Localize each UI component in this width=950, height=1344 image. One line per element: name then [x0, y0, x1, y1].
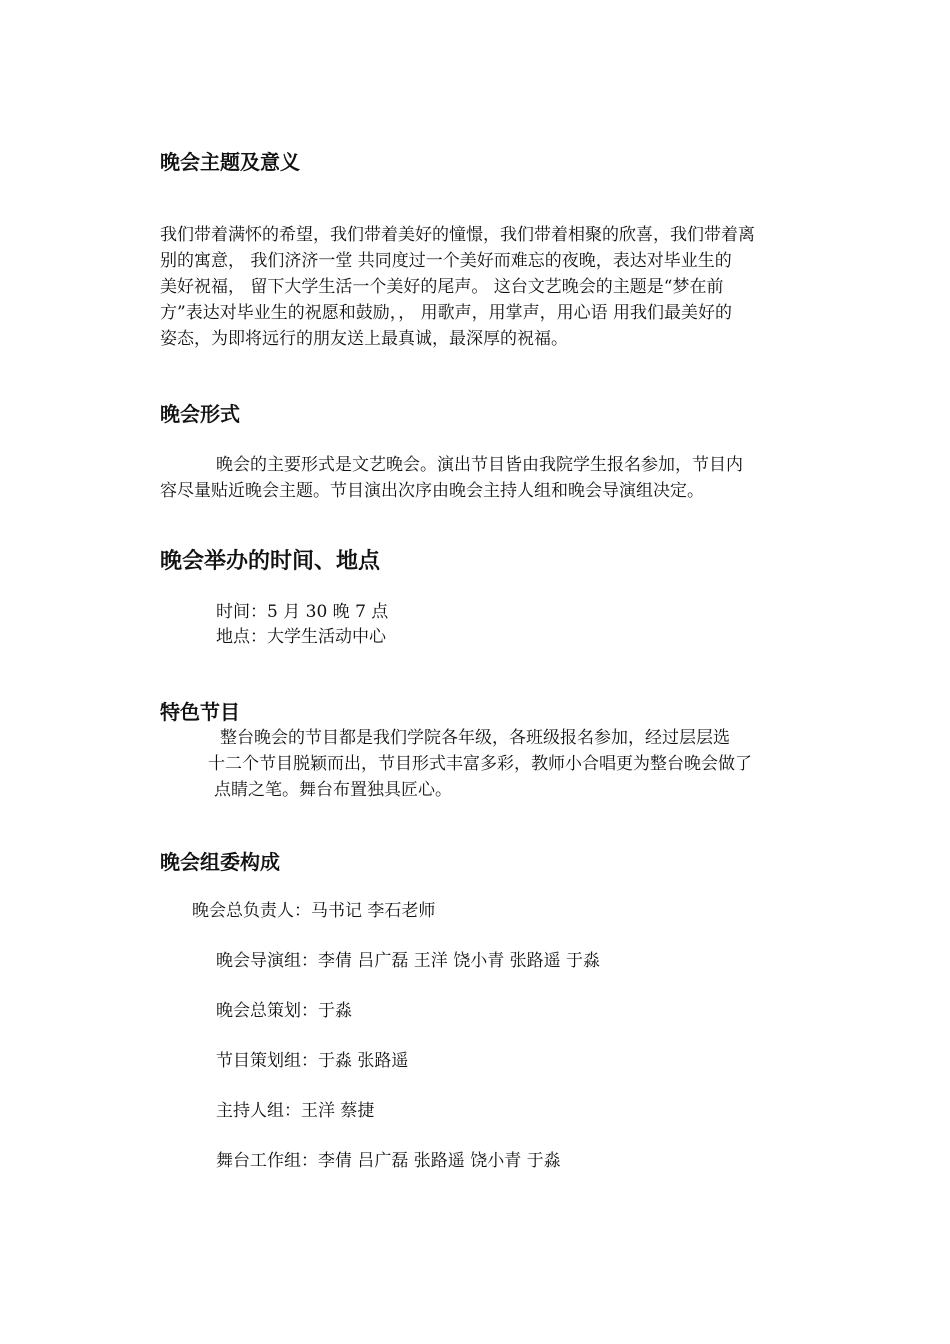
paragraph-line: 点睛之笔。舞台布置独具匠心。 — [214, 780, 452, 800]
committee-stage: 舞台工作组：李倩 吕广磊 张路遥 饶小青 于淼 — [216, 1151, 561, 1171]
heading-featured: 特色节目 — [160, 700, 240, 724]
committee-chief: 晚会总负责人：马书记 李石老师 — [192, 901, 436, 921]
paragraph-featured — [208, 725, 752, 803]
paragraph-line: 别的寓意， 我们济济一堂 共同度过一个美好而难忘的夜晚，表达对毕业生的 — [160, 251, 732, 271]
paragraph-line: 我们带着满怀的希望，我们带着美好的憧憬，我们带着相聚的欣喜，我们带着离 — [160, 225, 755, 245]
committee-program: 节目策划组：于淼 张路遥 — [216, 1051, 409, 1071]
paragraph-line: 容尽量贴近晚会主题。节目演出次序由晚会主持人组和晚会导演组决定。 — [160, 481, 704, 501]
paragraph-line: 姿态，为即将远行的朋友送上最真诚，最深厚的祝福。 — [160, 329, 568, 349]
heading-format: 晚会形式 — [160, 402, 240, 426]
paragraph-theme — [160, 222, 755, 352]
paragraph-line: 美好祝福， 留下大学生活一个美好的尾声。 这台文艺晚会的主题是“梦在前 — [160, 277, 724, 297]
paragraph-format — [160, 452, 743, 504]
paragraph-line: 方”表达对毕业生的祝愿和鼓励，， 用歌声，用掌声，用心语 用我们最美好的 — [160, 303, 732, 323]
event-time: 时间：5 月 30 晚 7 点 — [216, 602, 389, 622]
event-place: 地点：大学生活动中心 — [216, 627, 386, 647]
heading-committee: 晚会组委构成 — [160, 850, 280, 874]
paragraph-line: 整台晚会的节目都是我们学院各年级，各班级报名参加，经过层层选 — [220, 728, 730, 748]
paragraph-line: 晚会的主要形式是文艺晚会。演出节目皆由我院学生报名参加，节目内 — [216, 455, 743, 475]
committee-director: 晚会导演组：李倩 吕广磊 王洋 饶小青 张路遥 于淼 — [216, 951, 601, 971]
heading-theme: 晚会主题及意义 — [160, 150, 300, 174]
committee-planner: 晚会总策划：于淼 — [216, 1001, 352, 1021]
heading-time-place: 晚会举办的时间、地点 — [160, 549, 381, 574]
committee-host: 主持人组：王洋 蔡捷 — [216, 1101, 375, 1121]
paragraph-line: 十二个节目脱颖而出，节目形式丰富多彩，教师小合唱更为整台晚会做了 — [208, 754, 752, 774]
